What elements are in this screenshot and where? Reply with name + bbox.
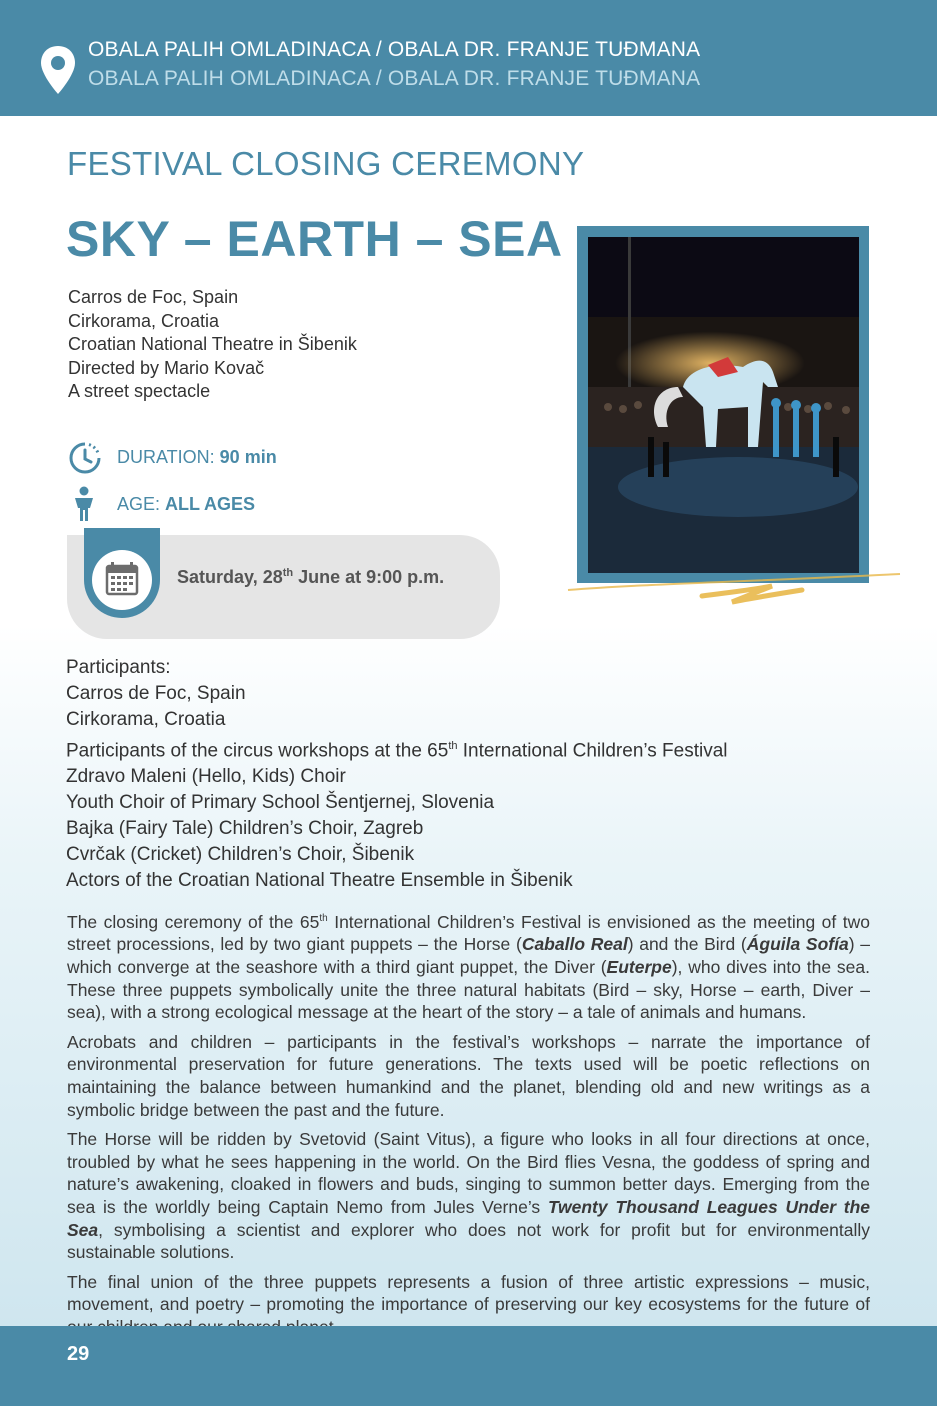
show-title: SKY – EARTH – SEA — [66, 211, 563, 267]
paragraph-1: The closing ceremony of the 65th International Children’s Festival is envisioned as the meeting of two street processions, led by two giant puppets – the Horse (Caballo Real) and the Bird (Águila Sofía) – which converge at the seashore with a third giant puppet, the Diver (Euterpe), who dives into the sea. These three puppets symbolically unite the three natural habitats (Bird – sky, Horse – earth, Diver – sea), with a strong ecological message at the heart of the story – a tale of animals and humans. — [67, 911, 870, 1023]
location-pin-icon — [38, 44, 78, 96]
participant-item: Actors of the Croatian National Theatre Ensemble in Šibenik — [66, 870, 573, 892]
duration-info — [117, 447, 277, 468]
age-label: AGE: — [117, 494, 166, 514]
participant-item: Cvrčak (Cricket) Children’s Choir, Šibenik — [66, 844, 415, 866]
event-date: Saturday, 28th June at 9:00 p.m. — [177, 567, 445, 587]
person-icon — [72, 486, 96, 522]
duration-label: DURATION: — [117, 447, 220, 467]
duration-value: 90 min — [219, 447, 277, 467]
page-number: 29 — [67, 1343, 90, 1365]
credits-list — [68, 286, 357, 404]
participant-item: Bajka (Fairy Tale) Children’s Choir, Zagreb — [66, 818, 424, 840]
participants-list — [66, 655, 728, 894]
age-info — [117, 494, 255, 515]
event-photo — [588, 237, 859, 573]
location-secondary: OBALA PALIH OMLADINACA / OBALA DR. FRANJE TUĐMANA — [88, 67, 701, 90]
credit-item: Croatian National Theatre in Šibenik — [68, 334, 357, 354]
location-primary: OBALA PALIH OMLADINACA / OBALA DR. FRANJE TUĐMANA — [88, 38, 701, 61]
participant-item: Carros de Foc, Spain — [66, 683, 246, 704]
calendar-icon — [80, 528, 164, 622]
clock-icon — [67, 440, 103, 476]
participant-item: Youth Choir of Primary School Šentjernej, Slovenia — [66, 792, 495, 814]
credit-item: Carros de Foc, Spain — [68, 287, 239, 307]
age-value: ALL AGES — [165, 494, 256, 514]
paragraph-2: Acrobats and children – participants in the festival’s workshops – narrate the importance of environmental preservation for future generations. The texts used will be poetic reflections on maintaining the balance between humankind and the planet, blending old and new writings as a symbolic bridge between the past and the future. — [67, 1031, 870, 1120]
participants-heading: Participants: — [66, 657, 171, 678]
credit-item: Cirkorama, Croatia — [68, 310, 220, 331]
participant-item: Zdravo Maleni (Hello, Kids) Choir — [66, 766, 346, 788]
participant-item: Cirkorama, Croatia — [66, 709, 226, 730]
participant-item: Participants of the circus workshops at the 65th International Children’s Festival — [66, 740, 728, 762]
footer-bar — [0, 1326, 937, 1406]
paragraph-4: The final union of the three puppets represents a fusion of three artistic expressions – music, movement, and poetry – promoting the importance of preserving our key ecosystems for the future of — [67, 1271, 870, 1315]
description — [67, 908, 870, 1346]
credit-item: Directed by Mario Kovač — [68, 357, 265, 378]
decorative-brush-stroke — [562, 568, 902, 610]
credit-item: A street spectacle — [68, 381, 211, 401]
paragraph-3: The Horse will be ridden by Svetovid (Saint Vitus), a figure who looks in all four directions at once, troubled by what he sees happening in the world. On the Bird flies Vesna, the goddess of spring and nature’s awakening, cloaked in flowers and buds, singing to summon better days. Emerging from the sea is the worldly being Captain Nemo from Jules Verne’s Twenty Thousand Leagues Under the Sea, symbolising a scientist and explorer who does not work for profit but for environmentally sustainable solutions. — [67, 1129, 871, 1263]
section-title: FESTIVAL CLOSING CEREMONY — [67, 145, 585, 182]
